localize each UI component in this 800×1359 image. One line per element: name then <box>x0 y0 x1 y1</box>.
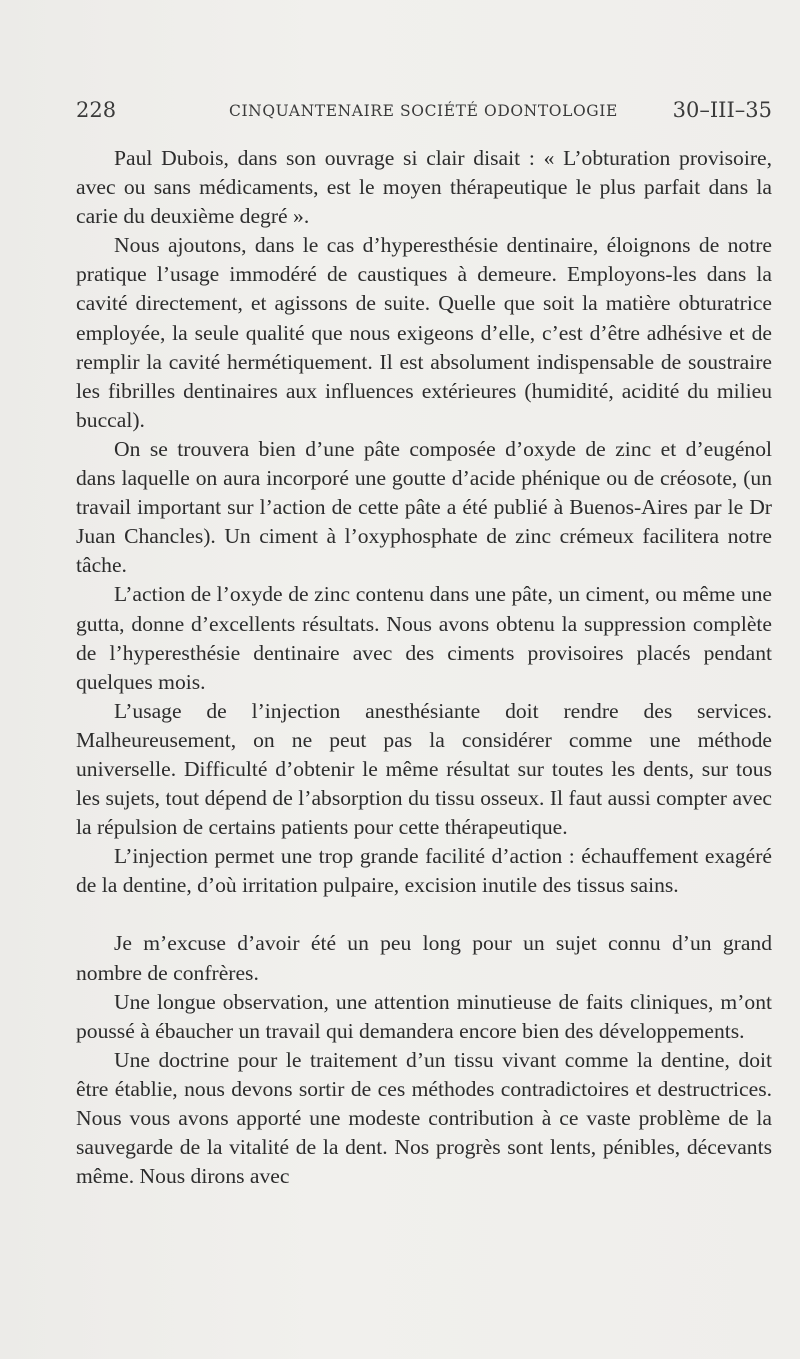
paragraph: On se trouvera bien d’une pâte composée d’oxyde de zinc et d’eugénol dans laquelle on aura incorporé une goutte d’acide phénique ou de créosote, (un travail important sur l’action de cette pâte a été publié à Buenos-Aires par le Dr Juan Chancles). Un ciment à l’oxyphosphate de zinc crémeux facilitera notre tâche. <box>76 436 772 578</box>
body-text <box>76 144 772 1191</box>
paragraph: L’injection permet une trop grande facilité d’action : échauffement exagéré de la dentine, d’où irritation pulpaire, excision inutile des tissus sains. <box>76 844 772 898</box>
header-date: 30–III–35 <box>672 98 772 122</box>
paragraph: L’action de l’oxyde de zinc contenu dans une pâte, un ciment, ou même une gutta, donne d’excellents résultats. Nous avons obtenu la suppression complète de l’hyperesthésie dentinaire avec des ciments provisoires placés pendant quelques mois. <box>76 582 772 694</box>
paragraph: Une longue observation, une attention minutieuse de faits cliniques, m’ont poussé à ébaucher un travail qui demandera encore bien des développements. <box>76 989 772 1043</box>
page-number: 228 <box>76 98 117 122</box>
paragraph: Paul Dubois, dans son ouvrage si clair disait : « L’obturation provisoire, avec ou sans médicaments, est le moyen thérapeutique le plus parfait dans la carie du deuxième degré ». <box>76 146 772 229</box>
paragraph: Je m’excuse d’avoir été un peu long pour un sujet connu d’un grand nombre de confrères. <box>76 931 772 985</box>
paragraph: L’usage de l’injection anesthésiante doit rendre des services. Malheureusement, on ne peut pas la considérer comme une méthode universelle. Difficulté d’obtenir le même résultat sur toutes les dents, sur tous les sujets, tout dépend de l’absorption du tissu osseux. Il faut aussi compter avec la répulsion de certains patients pour cette thérapeutique. <box>76 698 772 840</box>
running-title: CINQUANTENAIRE SOCIÉTÉ ODONTOLOGIE <box>229 102 618 120</box>
paragraph: Une doctrine pour le traitement d’un tissu vivant comme la dentine, doit être établie, nous devons sortir de ces méthodes contradictoires et destructrices. Nous vous avons apporté une modeste contribution à ce vaste problème de la sauvegarde de la vitalité de la dent. Nos progrès sont lents, pénibles, décevants même. Nous dirons avec <box>76 1047 772 1189</box>
page-header <box>76 98 772 128</box>
paragraph: Nous ajoutons, dans le cas d’hyperesthésie dentinaire, éloignons de notre pratique l’usage immodéré de caustiques à demeure. Employons-les dans la cavité directement, et agissons de suite. Quelle que soit la matière obturatrice employée, la seule qualité que nous exigeons d’elle, c’est d’être adhésive et de remplir la cavité hermétiquement. Il est absolument indispensable de soustraire les fibrilles dentinaires aux influences extérieures (humidité, acidité du milieu buccal). <box>76 233 772 432</box>
